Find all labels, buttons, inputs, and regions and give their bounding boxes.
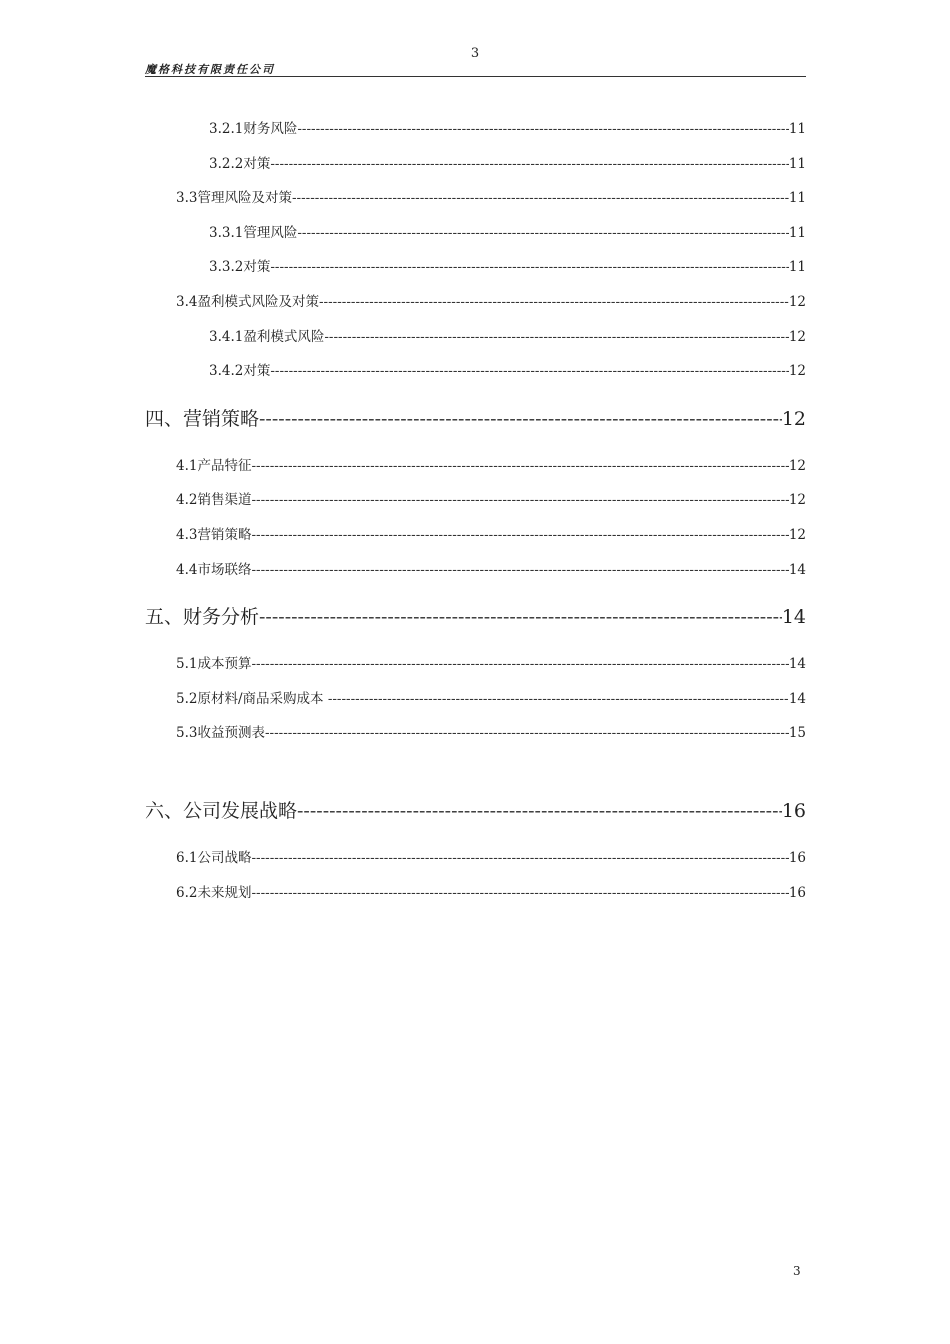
toc-entry-3-2-2[interactable] [145, 147, 806, 182]
toc-entry-3-4-1[interactable] [145, 320, 806, 355]
toc-entry-page: 15 [788, 725, 806, 742]
toc-leader [319, 285, 789, 320]
toc-leader [328, 682, 789, 717]
toc-chapter-page: 16 [781, 799, 806, 822]
footer-page-number: 3 [793, 1264, 801, 1278]
toc-leader [251, 518, 788, 553]
toc-chapter-6[interactable] [145, 781, 806, 841]
toc-leader [270, 147, 788, 182]
toc-entry-page: 16 [788, 884, 806, 901]
toc-entry-label: 3.4.1盈利模式风险 [209, 328, 325, 345]
toc-entry-5-1[interactable] [145, 647, 806, 682]
toc-entry-label: 3.3管理风险及对策 [176, 190, 292, 207]
toc-entry-label: 3.2.1财务风险 [209, 121, 298, 137]
toc-entry-4-1[interactable] [145, 449, 806, 484]
toc-entry-page: 12 [788, 526, 806, 543]
toc-chapter-label: 六、公司发展战略 [145, 799, 298, 822]
toc-chapter-label: 五、财务分析 [145, 606, 260, 629]
toc-chapter-page: 14 [781, 606, 806, 629]
toc-entry-page: 12 [788, 363, 806, 380]
toc-entry-page: 12 [788, 492, 806, 509]
toc-entry-label: 3.4盈利模式风险及对策 [176, 293, 319, 310]
toc-entry-3-4[interactable] [145, 285, 806, 320]
toc-leader [251, 876, 788, 911]
toc-entry-4-3[interactable] [145, 518, 806, 553]
toc-entry-6-2[interactable] [145, 876, 806, 911]
toc-entry-label: 4.3营销策略 [176, 526, 252, 543]
toc-entry-page: 11 [788, 190, 806, 207]
toc-leader [251, 483, 788, 518]
toc-entry-page: 12 [788, 293, 806, 310]
toc-entry-label: 5.3收益预测表 [176, 725, 265, 742]
toc-entry-page: 14 [788, 561, 806, 578]
toc-entry-label: 5.2原材料/商品采购成本 [176, 690, 328, 707]
toc-entry-page: 11 [788, 259, 806, 276]
toc-entry-label: 4.2销售渠道 [176, 492, 252, 509]
toc-entry-3-3-2[interactable] [145, 250, 806, 285]
header-divider [145, 76, 806, 77]
company-name: 魔格科技有限责任公司 [145, 63, 275, 76]
toc-chapter-5[interactable] [145, 587, 806, 647]
toc-leader [297, 112, 788, 147]
toc-entry-label: 6.2未来规划 [176, 884, 252, 901]
toc-chapter-4[interactable] [145, 389, 806, 449]
toc-entry-page: 14 [788, 656, 806, 673]
toc-leader [324, 320, 788, 355]
toc-entry-label: 3.2.2对策 [209, 155, 271, 172]
toc-entry-label: 3.3.1管理风险 [209, 224, 298, 241]
toc-leader [297, 781, 782, 841]
toc-entry-5-2[interactable] [145, 682, 806, 717]
toc-leader [292, 181, 789, 216]
toc-chapter-page: 12 [781, 407, 806, 430]
toc-entry-page: 12 [788, 328, 806, 345]
toc-entry-4-4[interactable] [145, 553, 806, 588]
toc-entry-6-1[interactable] [145, 841, 806, 876]
toc-leader [251, 647, 788, 682]
toc-entry-page: 11 [788, 121, 806, 137]
toc-entry-5-3[interactable] [145, 716, 806, 751]
toc-leader [265, 716, 789, 751]
toc-entry-label: 3.4.2对策 [209, 363, 271, 380]
toc-entry-3-4-2[interactable] [145, 354, 806, 389]
toc-entry-page: 12 [788, 457, 806, 474]
toc-entry-label: 4.1产品特征 [176, 457, 252, 474]
toc-entry-label: 3.3.2对策 [209, 259, 271, 276]
toc-leader [270, 354, 788, 389]
toc-entry-3-3[interactable] [145, 181, 806, 216]
toc-leader [259, 389, 782, 449]
toc-entry-4-2[interactable] [145, 483, 806, 518]
toc-entry-page: 11 [788, 155, 806, 172]
toc-entry-label: 4.4市场联络 [176, 561, 252, 578]
header-page-number: 3 [470, 46, 480, 61]
toc-entry-3-2-1[interactable] [145, 112, 806, 147]
toc-leader [259, 587, 782, 647]
toc-leader [297, 216, 788, 251]
toc-leader [251, 841, 788, 876]
toc-entry-label: 6.1公司战略 [176, 849, 252, 866]
toc-entry-page: 14 [788, 690, 806, 707]
toc-leader [270, 250, 788, 285]
table-of-contents [145, 112, 806, 910]
toc-leader [251, 449, 788, 484]
toc-chapter-label: 四、营销策略 [145, 407, 260, 430]
toc-leader [251, 553, 788, 588]
toc-entry-3-3-1[interactable] [145, 216, 806, 251]
toc-entry-page: 16 [788, 849, 806, 866]
toc-entry-page: 11 [788, 224, 806, 241]
spacer [145, 751, 806, 781]
toc-entry-label: 5.1成本预算 [176, 656, 252, 673]
